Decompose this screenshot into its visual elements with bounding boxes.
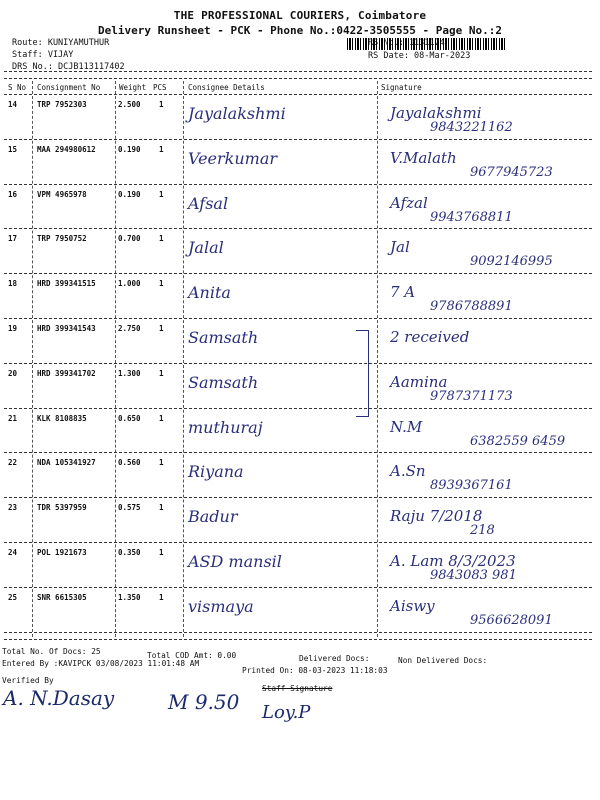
recipient-phone: 6382559 6459	[470, 433, 566, 449]
consignment-number: HRD 399341515	[37, 279, 96, 289]
recipient-phone: 218	[470, 523, 495, 539]
consignee-name: Jayalakshmi	[188, 104, 286, 123]
staff-handwritten-signature: Loy.P	[262, 702, 311, 723]
col-header-consignment: Consignment No	[37, 83, 101, 92]
consignment-number: HRD 399341543	[37, 324, 96, 333]
consignee-name: Riyana	[188, 462, 244, 482]
consignee-name: Veerkumar	[188, 148, 278, 168]
pieces: 1	[159, 279, 164, 289]
recipient-phone: 8939367161	[430, 478, 513, 494]
weight: 0.190	[118, 189, 141, 199]
column-header-divider	[4, 94, 592, 95]
recipient-phone: 9843083 981	[430, 568, 517, 583]
consignment-number: TDR 5397959	[37, 503, 87, 513]
row-divider	[4, 497, 592, 498]
pieces: 1	[159, 144, 164, 154]
pieces: 1	[159, 368, 164, 378]
total-cod: Total COD Amt: 0.00	[147, 651, 237, 660]
row-divider	[4, 273, 592, 274]
company-title: THE PROFESSIONAL COURIERS, Coimbatore	[173, 9, 427, 22]
staff-signature: Staff Signature	[262, 684, 333, 693]
serial-number: 15	[8, 144, 18, 154]
col-header-consignee: Consignee Details	[188, 83, 265, 92]
non-delivered-docs: Non Delivered Docs:	[398, 656, 488, 665]
consignment-number: NDA 105341927	[37, 458, 96, 468]
pieces: 1	[159, 234, 164, 244]
serial-number: 16	[8, 189, 18, 199]
weight: 0.700	[118, 234, 141, 244]
consignment-number: TRP 7952303	[37, 100, 87, 109]
printed-on: Printed On: 08-03-2023 11:18:03	[242, 666, 388, 675]
row-divider	[4, 587, 592, 588]
weight: 1.350	[118, 592, 141, 602]
rs-number: RS No.: 1131174	[368, 38, 445, 48]
recipient-signature: N.M	[390, 417, 423, 436]
recipient-signature: Aiswy	[390, 596, 435, 615]
col-header-pcs: PCS	[153, 83, 167, 92]
row-divider	[4, 318, 592, 319]
consignee-name: Jalal	[188, 238, 224, 258]
pieces: 1	[159, 503, 164, 513]
recipient-signature: A. Lam 8/3/2023	[390, 552, 516, 570]
recipient-signature: A.Sn	[390, 462, 426, 481]
header-divider	[4, 71, 592, 72]
weight: 1.000	[118, 279, 141, 289]
consignee-name: Samsath	[188, 328, 259, 347]
recipient-phone: 9843221162	[430, 120, 513, 135]
route-label: Route: KUNIYAMUTHUR	[12, 38, 110, 48]
pieces: 1	[159, 548, 164, 557]
weight: 0.575	[118, 503, 141, 513]
row-divider	[4, 542, 592, 543]
staff-label: Staff: VIJAY	[12, 50, 74, 60]
recipient-signature: Jayalakshmi	[390, 104, 482, 122]
delivered-docs: Delivered Docs:	[299, 654, 370, 663]
verified-by: Verified By	[2, 676, 54, 685]
recipient-signature: V.Malath	[390, 148, 457, 167]
weight: 2.750	[118, 324, 141, 333]
row-divider	[4, 184, 592, 185]
initials-signature: M 9.50	[168, 690, 240, 714]
consignment-number: HRD 399341702	[37, 368, 96, 378]
weight: 1.300	[118, 368, 141, 378]
pieces: 1	[159, 189, 164, 199]
total-docs: Total No. Of Docs: 25	[2, 647, 101, 656]
serial-number: 22	[8, 458, 18, 468]
consignee-name: ASD mansil	[188, 552, 282, 571]
header-divider-2	[4, 78, 592, 79]
consignee-name: Samsath	[188, 372, 259, 392]
consignment-number: KLK 8108835	[37, 413, 87, 423]
consignee-name: Badur	[188, 507, 238, 527]
serial-number: 18	[8, 279, 18, 289]
recipient-phone: 9677945723	[470, 164, 553, 180]
row-divider	[4, 363, 592, 364]
weight: 0.650	[118, 413, 141, 423]
recipient-signature: Aamina	[390, 372, 448, 391]
column-divider	[115, 81, 116, 637]
handwritten-bracket	[356, 330, 369, 417]
recipient-phone: 9092146995	[470, 254, 553, 270]
consignment-number: POL 1921673	[37, 548, 87, 557]
serial-number: 21	[8, 413, 18, 423]
pieces: 1	[159, 592, 164, 602]
recipient-signature: Jal	[390, 238, 410, 257]
col-header-weight: Weight	[119, 83, 147, 92]
col-header-sno: S No	[8, 83, 27, 92]
serial-number: 14	[8, 100, 18, 109]
row-divider	[4, 228, 592, 229]
drs-number: DRS No.: DCJB113117402	[12, 62, 125, 72]
pieces: 1	[159, 324, 164, 333]
row-divider	[4, 408, 592, 409]
weight: 0.560	[118, 458, 141, 468]
weight: 0.190	[118, 144, 141, 154]
pieces: 1	[159, 100, 164, 109]
recipient-signature: 7 A	[390, 283, 416, 302]
weight: 0.350	[118, 548, 141, 557]
recipient-signature: 2 received	[390, 328, 470, 346]
consignment-number: VPM 4965978	[37, 189, 87, 199]
pieces: 1	[159, 458, 164, 468]
consignment-number: TRP 7950752	[37, 234, 87, 244]
recipient-phone: 9943768811	[430, 209, 513, 225]
recipient-phone: 9786788891	[430, 299, 513, 315]
consignee-name: Anita	[188, 283, 231, 303]
serial-number: 23	[8, 503, 18, 513]
weight: 2.500	[118, 100, 141, 109]
serial-number: 25	[8, 592, 18, 602]
pieces: 1	[159, 413, 164, 423]
recipient-signature: Afzal	[390, 193, 428, 212]
consignee-name: vismaya	[188, 596, 254, 616]
row-divider	[4, 452, 592, 453]
row-divider	[4, 632, 592, 633]
consignee-name: muthuraj	[188, 417, 263, 437]
column-divider	[32, 81, 33, 637]
row-divider	[4, 139, 592, 140]
runsheet-subtitle: Delivery Runsheet - PCK - Phone No.:0422-3505555 - Page No.:2	[98, 24, 502, 37]
recipient-phone: 9566628091	[470, 612, 553, 628]
serial-number: 24	[8, 548, 18, 557]
verifier-signature: A. N.Dasay	[3, 686, 115, 710]
column-divider	[377, 81, 378, 637]
rs-date: RS Date: 08-Mar-2023	[368, 51, 471, 61]
recipient-phone: 9787371173	[430, 388, 513, 404]
column-divider	[183, 81, 184, 637]
entered-by: Entered By :KAVIPCK 03/08/2023 11:01:48 AM	[2, 659, 200, 668]
serial-number: 17	[8, 234, 18, 244]
serial-number: 19	[8, 324, 18, 333]
consignment-number: MAA 294980612	[37, 144, 96, 154]
recipient-signature: Raju 7/2018	[390, 507, 483, 526]
consignment-number: SNR 6615305	[37, 592, 87, 602]
footer-divider	[4, 639, 592, 640]
serial-number: 20	[8, 368, 18, 378]
col-header-signature: Signature	[381, 83, 422, 92]
consignee-name: Afsal	[188, 193, 229, 213]
